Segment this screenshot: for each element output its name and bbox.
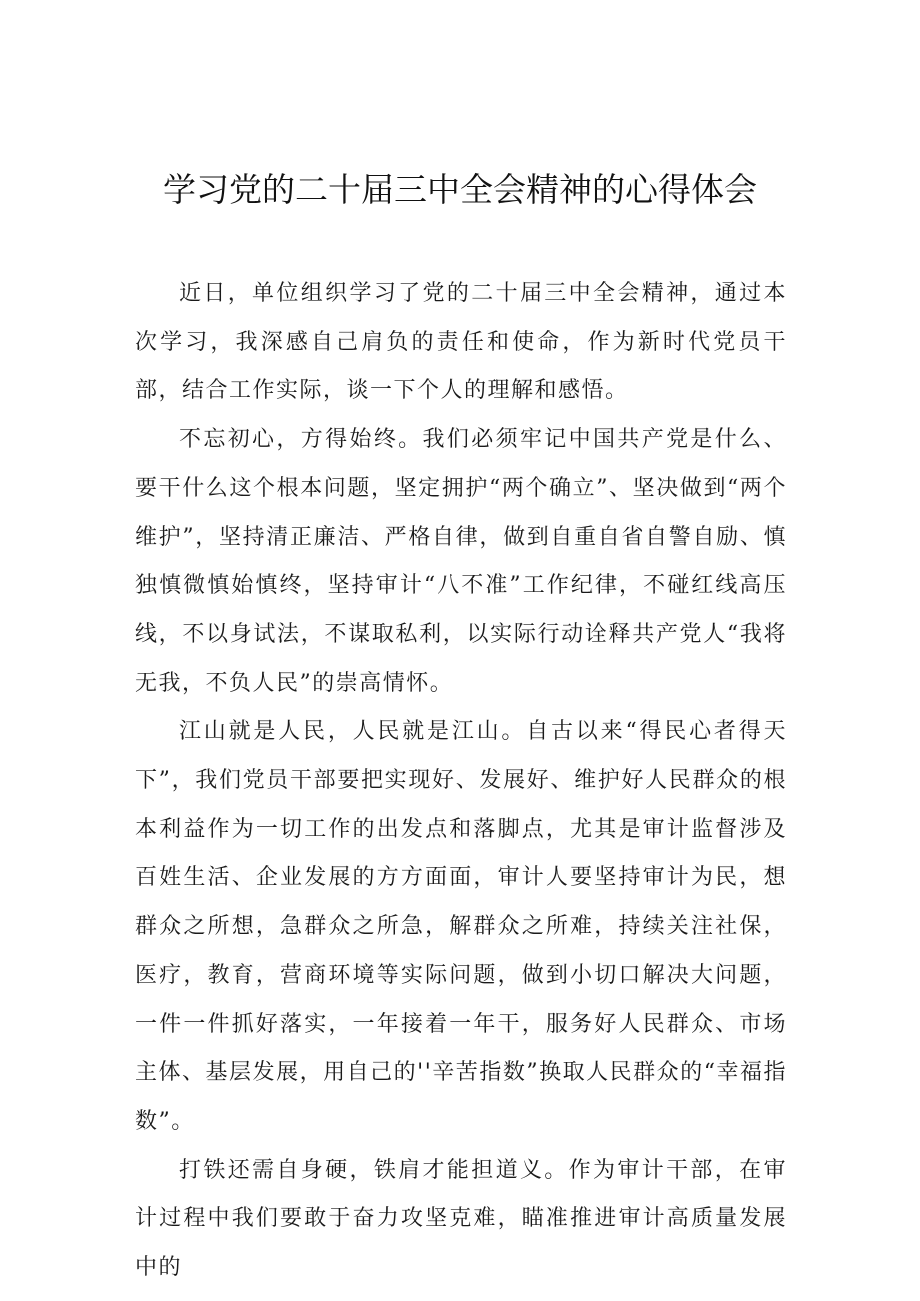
document-title: 学习党的二十届三中全会精神的心得体会 (163, 170, 757, 209)
paragraph-3: 江山就是人民，人民就是江山。自古以来“得民心者得天下”，我们党员干部要把实现好、发展好、维护好人民群众的根本利益作为一切工作的出发点和落脚点，尤其是审计监督涉及百姓生活、企业发展的方方面面，审计人要坚持审计为民，想群众之所想，急群众之所急，解群众之所难，持续关注社保，医疗，教育，营商环境等实际问题，做到小切口解决大问题，一件一件抓好落实，一年接着一年干，服务好人民群众、市场主体、基层发展，用自己的''辛苦指数”换取人民群众的“幸福指数”。 (135, 719, 787, 1134)
paragraph-2: 不忘初心，方得始终。我们必须牢记中国共产党是什么、要干什么这个根本问题，坚定拥护“两个确立”、坚决做到“两个维护”，坚持清正廉洁、严格自律，做到自重自省自警自励、慎独慎微慎始慎终，坚持审计“八不准”工作纪律，不碰红线高压线，不以身试法，不谋取私利，以实际行动诠释共产党人“我将无我，不负人民”的崇高情怀。 (135, 427, 787, 696)
document-body (135, 270, 787, 1293)
paragraph-4: 打铁还需自身硬，铁肩才能担道义。作为审计干部，在审计过程中我们要敢于奋力攻坚克难，瞄准推进审计高质量发展中的 (135, 1157, 787, 1281)
paragraph-1: 近日，单位组织学习了党的二十届三中全会精神，通过本次学习，我深感自己肩负的责任和使命，作为新时代党员干部，结合工作实际，谈一下个人的理解和感悟。 (135, 281, 787, 404)
